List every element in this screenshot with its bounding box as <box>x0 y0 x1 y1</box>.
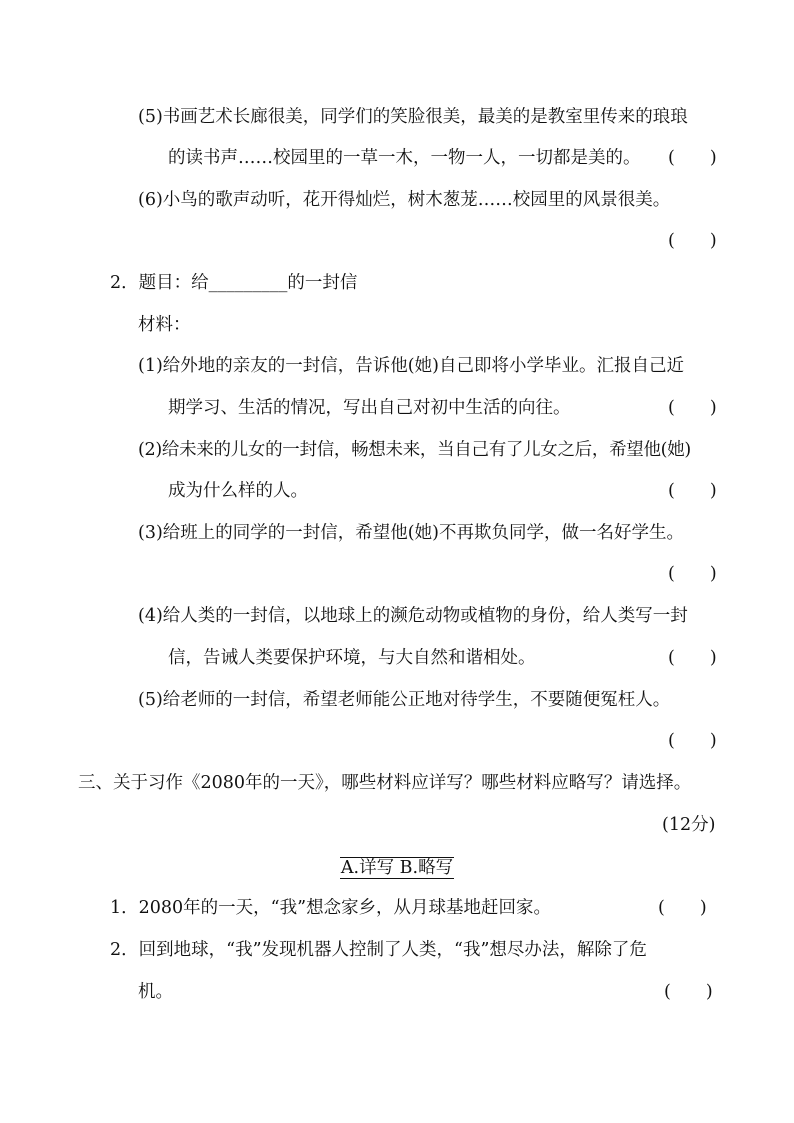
section-3-score: (12分) <box>662 815 716 835</box>
material-label: 材料： <box>138 315 191 335</box>
material-1-text: (1)给外地的亲友的一封信，告诉他(她)自己即将小学毕业。汇报自己近 <box>138 356 684 376</box>
material-1-text-cont: 期学习、生活的情况，写出自己对初中生活的向往。 <box>168 398 571 418</box>
section-3-question-2-cont: 机。 <box>138 982 173 1002</box>
question-2-title: 2．题目：给_________的一封信 <box>110 273 358 293</box>
answer-blank[interactable]: ( ) <box>668 481 717 501</box>
option-6-text: (6)小鸟的歌声动听，花开得灿烂，树木葱茏……校园里的风景很美。 <box>138 190 671 210</box>
section-3-heading: 三、关于习作《2080年的一天》，哪些材料应详写？哪些材料应略写？请选择。 <box>78 773 692 793</box>
material-4-text-cont: 信，告诫人类要保护环境，与大自然和谐相处。 <box>168 648 536 668</box>
answer-blank[interactable]: ( ) <box>658 898 707 918</box>
answer-blank[interactable]: ( ) <box>664 982 713 1002</box>
material-4-text: (4)给人类的一封信，以地球上的濒危动物或植物的身份，给人类写一封 <box>138 606 688 626</box>
option-5-text-cont: 的读书声……校园里的一草一木，一物一人，一切都是美的。 <box>168 148 641 168</box>
section-3-question-2: 2．回到地球，“我”发现机器人控制了人类，“我”想尽办法，解除了危 <box>110 940 647 960</box>
material-2-text-cont: 成为什么样的人。 <box>168 481 308 501</box>
material-2-text: (2)给未来的儿女的一封信，畅想未来，当自己有了儿女之后，希望他(她) <box>138 440 691 460</box>
answer-blank[interactable]: ( ) <box>668 398 717 418</box>
answer-blank[interactable]: ( ) <box>668 148 717 168</box>
material-5-text: (5)给老师的一封信，希望老师能公正地对待学生，不要随便冤枉人。 <box>138 690 671 710</box>
option-5-text: (5)书画艺术长廊很美，同学们的笑脸很美，最美的是教室里传来的琅琅 <box>138 107 688 127</box>
material-3-text: (3)给班上的同学的一封信，希望他(她)不再欺负同学，做一名好学生。 <box>138 523 684 543</box>
options-legend-wrap <box>0 856 794 880</box>
answer-blank[interactable]: ( ) <box>668 231 717 251</box>
section-3-question-1: 1．2080年的一天，“我”想念家乡，从月球基地赶回家。 <box>110 898 552 918</box>
answer-blank[interactable]: ( ) <box>668 731 717 751</box>
options-legend: A.详写 B.略写 <box>340 858 454 878</box>
answer-blank[interactable]: ( ) <box>668 564 717 584</box>
answer-blank[interactable]: ( ) <box>668 648 717 668</box>
